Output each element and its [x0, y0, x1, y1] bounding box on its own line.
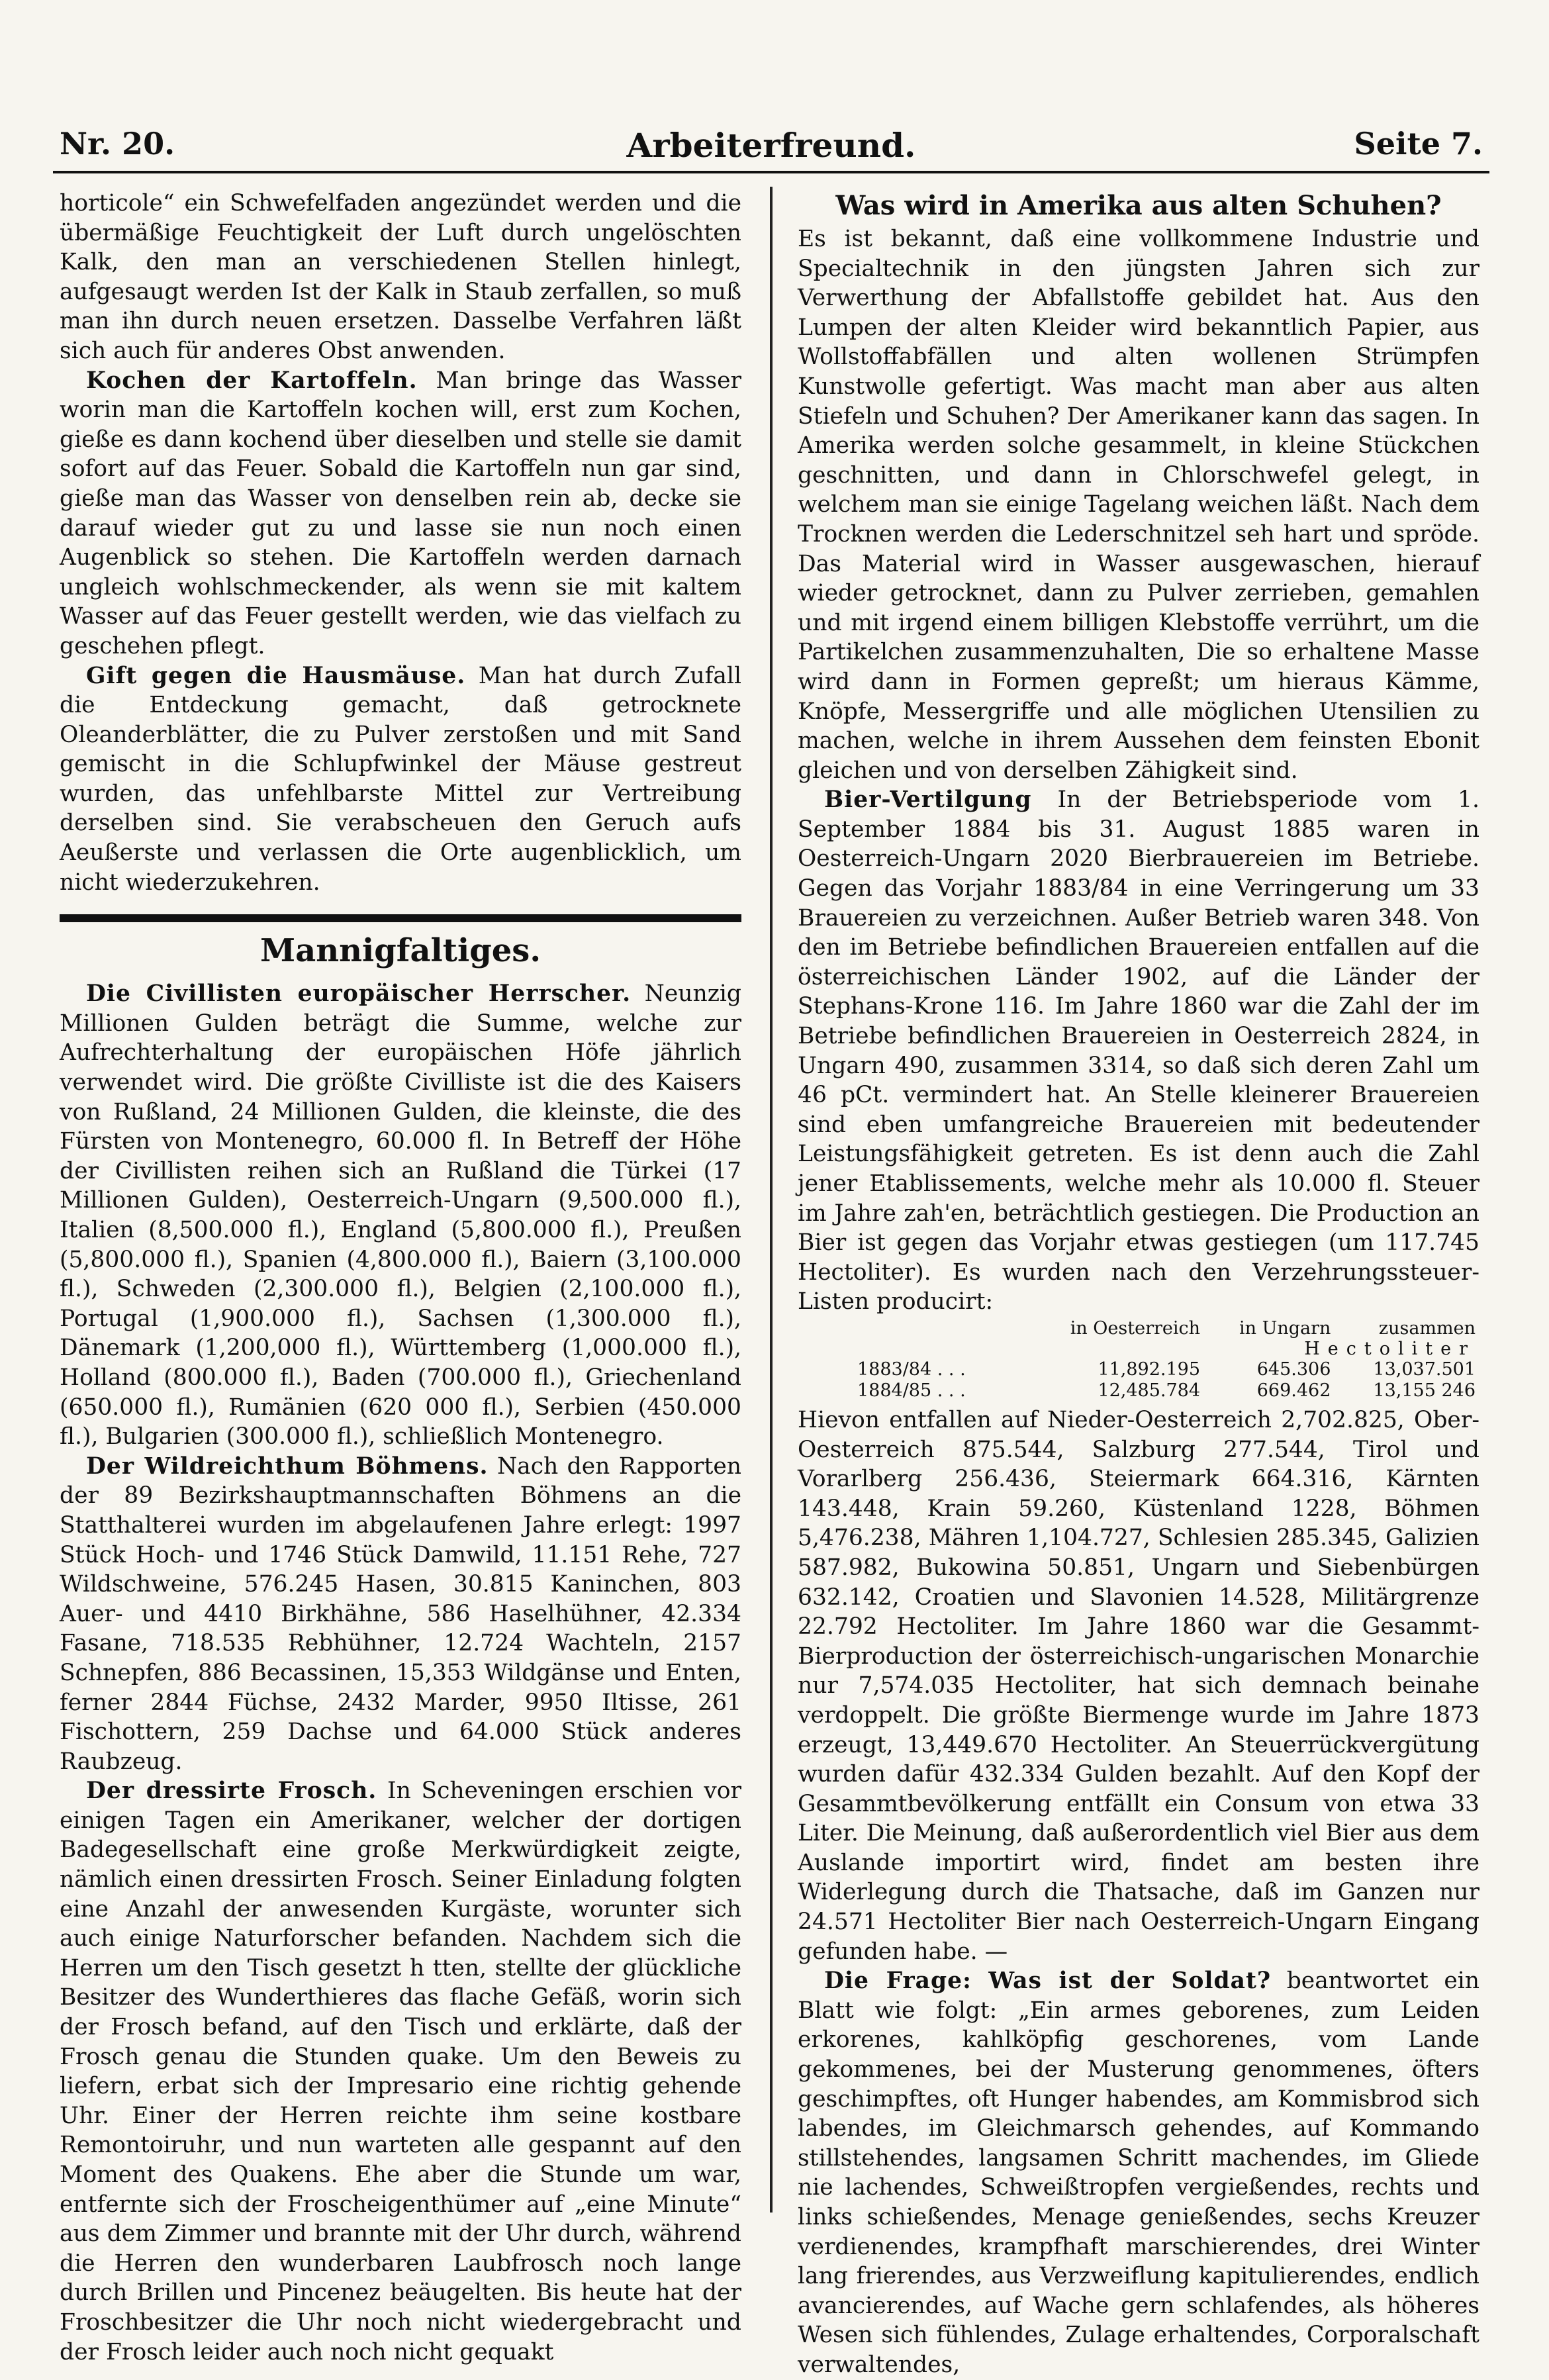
article-text: Nach den Rapporten der 89 Bezirkshauptmannschaften Böhmens an die Statthalterei wurden im abgelaufenen Jahre erlegt: 1997 Stück Hoch- und 1746 Stück Damwild, 11.151 Rehe, 727 Wildschweine, 576.245 Hasen, 30.815 Kaninchen, 803 Auer- und 4410 Birkhähne, 586 Haselhühner, 42.334 Fasane, 718.535 Rebhühner, 12.724 Wachteln, 2157 Schnepfen, 886 Becassinen, 15,353 Wildgänse und Enten, ferner 2844 Füchse, 2432 Marder, 9950 Iltisse, 261 Fischottern, 259 Dachse und 64.000 Stück anderes Raubzeug.: [60, 1452, 741, 1775]
table-row: [798, 1380, 1479, 1402]
article-heading: Kochen der Kartoffeln.: [86, 367, 418, 394]
column-header: in Ungarn: [1239, 1317, 1331, 1339]
column-header: in Oesterreich: [1070, 1317, 1201, 1339]
cell-total: 13,155 246: [1373, 1380, 1476, 1401]
article-text: In der Betriebsperiode vom 1. September 1884 bis 31. August 1885 waren in Oesterreich-Ungarn 2020 Bierbrauereien im Betriebe. Gegen das Vorjahr 1883/84 in eine Verringerung um 33 Brauereien zu verzeichnen. Außer Betrieb waren 348. Von den im Betriebe befindlichen Brauereien entfallen auf die österreichischen Länder 1902, auf die Länder der Stephans-Krone 116. Im Jahre 1860 war die Zahl der im Betriebe befindlichen Brauereien in Oesterreich 2824, in Ungarn 490, zusammen 3314, so daß sich deren Zahl um 46 pCt. vermindert hat. An Stelle kleinerer Brauereien sind eben umfangreiche Brauereien mit bedeutender Leistungsfähigkeit getreten. Es ist denn auch die Zahl jener Etablissements, welche mehr als 10.000 fl. Steuer im Jahre zah'en, beträchtlich gestiegen. Die Production an Bier ist gegen das Vorjahr etwas gestiegen (um 117.745 Hectoliter). Es wurden nach den Verzehrungssteuer-Listen producirt:: [798, 786, 1479, 1315]
issue-number: Nr. 20.: [60, 126, 175, 162]
article-wildreichthum: [60, 1452, 741, 1777]
article-heading: Bier-Vertilgung: [824, 786, 1032, 814]
cell-hungary: 669.462: [1256, 1380, 1331, 1401]
article-text: Man bringe das Wasser worin man die Kartoffeln kochen will, erst zum Kochen, gieße es dann kochend über dieselben und stelle sie damit sofort auf das Feuer. Sobald die Kartoffeln nun gar sind, gieße man das Wasser von denselben rein ab, decke sie darauf wieder gut zu und lasse sie nun noch einen Augenblick so stehen. Die Kartoffeln werden darnach ungleich wohlschmeckender, als wenn sie mit kaltem Wasser auf das Feuer gestellt werden, wie das vielfach zu geschehen pflegt.: [60, 367, 741, 659]
article-heading: Gift gegen die Hausmäuse.: [86, 662, 466, 689]
intro-paragraph: horticole“ ein Schwefelfaden angezündet werden und die übermäßige Feuchtigkeit der Luft durch ungelöschten Kalk, den man an verschiedenen Stellen hinlegt, aufgesaugt werden Ist der Kalk in Staub zerfallen, so muß man ihn durch neuen ersetzen. Dasselbe Verfahren läßt sich auch für anderes Obst anwenden.: [60, 190, 741, 364]
section-rule: [60, 914, 741, 922]
article-schuhe-text: Es ist bekannt, daß eine vollkommene Industrie und Specialtechnik in den jüngsten Jahren sich zur Verwerthung der Abfallstoffe gebildet hat. Aus den Lumpen der alten Kleider wird bekanntlich Papier, aus Wollstoffabfällen und alten wollenen Strümpfen Kunstwolle gefertigt. Was macht man aber aus alten Stiefeln und Schuhen? Der Amerikaner kann das sagen. In Amerika werden solche gesammelt, in kleine Stückchen geschnitten, und dann in Chlorschwefel gelegt, in welchem man sie einige Tagelang weichen läßt. Nach dem Trocknen werden die Lederschnitzel seh hart und spröde. Das Material wird in Wasser ausgewaschen, hierauf wieder getrocknet, dann zu Pulver zerrieben, gemahlen und mit irgend einem billigen Klebstoffe verrührt, um die Partikelchen zusammenzuhalten, Die so erhaltene Masse wird dann in Formen gepreßt; um hieraus Kämme, Knöpfe, Messergriffe und alle möglichen Utensilien zu machen, welche in ihrem Aussehen dem feinsten Ebonit gleichen und von derselben Zähigkeit sind.: [798, 226, 1479, 784]
article-text: beantwortet ein Blatt wie folgt: „Ein armes geborenes, zum Leiden erkorenes, kahlköpfig geschorenes, vom Lande gekommenes, bei der Musterung genommenes, öfters geschimpftes, oft Hunger habendes, am Kommisbrod sich labendes, im Gleichmarsch gehendes, auf Kommando stillstehendes, langsamen Schritt machendes, im Gliede nie lachendes, Schweißtropfen vergießendes, rechts und links schießendes, Menage genießendes, sechs Kreuzer verdienendes, krampfhaft marschierendes, drei Winter lang frierendes, aus Verzweiflung kapitulierendes, endlich avancierendes, auf Wache gern schlafendes, als höheres Wesen sich fühlendes, Zulage erhaltendes, Corporalschaft verwaltendes,: [798, 1968, 1480, 2378]
article-kochen: [60, 366, 741, 661]
section-title: Mannigfaltiges.: [259, 932, 541, 970]
beer-production-table: [798, 1318, 1479, 1402]
newspaper-title: Arbeiterfreund.: [626, 126, 916, 165]
article-bier: [798, 785, 1479, 1317]
article-heading: Der dressirte Frosch.: [86, 1778, 377, 1805]
article-heading: Was wird in Amerika aus alten Schuhen?: [835, 190, 1442, 221]
left-column: [60, 189, 741, 2367]
cell-austria: 11,892.195: [1098, 1358, 1201, 1380]
article-text: Neunzig Millionen Gulden beträgt die Summe, welche zur Aufrechterhaltung der europäischen Höfe jährlich verwendet wird. Die größte Civilliste ist die des Kaisers von Rußland, 24 Millionen Gulden, die kleinste, die des Fürsten von Montenegro, 60.000 fl. In Betreff der Höhe der Civillisten reihen sich an Rußland die Türkei (17 Millionen Gulden), Oesterreich-Ungarn (9,500.000 fl.), Italien (8,500.000 fl.), England (5,800.000 fl.), Preußen (5,800.000 fl.), Spanien (4,800.000 fl.), Baiern (3,100.000 fl.), Schweden (2,300.000 fl.), Belgien (2,100.000 fl.), Portugal (1,900.000 fl.), Sachsen (1,300.000 fl.), Dänemark (1,200,000 fl.), Württemberg (1,000.000 fl.), Holland (800.000 fl.), Baden (700.000 fl.), Griechenland (650.000 fl.), Rumänien (620 000 fl.), Serbien (450.000 fl.), Bulgarien (300.000 fl.), schließlich Montenegro.: [60, 980, 741, 1451]
column-header: zusammen: [1378, 1317, 1476, 1339]
article-soldat: [798, 1966, 1479, 2379]
unit-label: Hectoliter: [1304, 1338, 1476, 1359]
cell-hungary: 645.306: [1256, 1358, 1331, 1380]
page-header: [60, 126, 1483, 172]
article-heading: Der Wildreichthum Böhmens.: [86, 1452, 489, 1480]
article-bier-text2: Hievon entfallen auf Nieder-Oesterreich 2,702.825, Ober-Oesterreich 875.544, Salzburg 277.544, Tirol und Vorarlberg 256.436, Steiermark 664.316, Kärnten 143.448, Krain 59.260, Küstenland 1228, Böhmen 5,476.238, Mähren 1,104.727, Schlesien 285.345, Galizien 587.982, Bukowina 50.851, Ungarn und Siebenbürgen 632.142, Croatien und Slavonien 14.528, Militärgrenze 22.792 Hectoliter. Im Jahre 1860 war die Gesammt-Bierproduction der österreichisch-ungarischen Monarchie nur 7,574.035 Hectoliter, hat sich demnach beinahe verdoppelt. Die größte Biermenge wurde im Jahre 1873 erzeugt, 13,449.670 Hectoliter. An Steuerrückvergütung wurden dafür 432.334 Gulden bezahlt. Auf den Kopf der Gesammtbevölkerung entfällt ein Consum von etwa 33 Liter. Die Meinung, daß außerordentlich viel Bier aus dem Auslande importirt wird, findet am besten ihre Widerlegung durch die Thatsache, daß im Ganzen nur 24.571 Hectoliter Bier nach Oesterreich-Ungarn Eingang gefunden habe. —: [798, 1406, 1479, 1965]
page-number: Seite 7.: [1354, 126, 1483, 162]
article-text: In Scheveningen erschien vor einigen Tagen ein Amerikaner, welcher der dortigen Badegesellschaft eine große Merkwürdigkeit zeigte, nämlich einen dressirten Frosch. Seiner Einladung folgten eine Anzahl der anwesenden Kurgäste, worunter sich auch einige Naturforscher befanden. Nachdem sich die Herren um den Tisch gesetzt h tten, stellte der glückliche Besitzer des Wunderthieres das flache Gefäß, worin sich der Frosch befand, auf den Tisch und erklärte, daß der Frosch genau die Stunden quake. Um den Beweis zu liefern, erbat sich der Impresario eine richtig gehende Uhr. Einer der Herren reichte ihm seine kostbare Remontoiruhr, und nun warteten alle gespannt auf den Moment des Quakens. Ehe aber die Stunde um war, entfernte sich der Froscheigenthümer auf „eine Minute“ aus dem Zimmer und brannte mit der Uhr durch, während die Herren den wunderbaren Laubfrosch noch lange durch Brillen und Pincenez beäugelten. Bis heute hat der Froschbesitzer die Uhr noch nicht wiedergebracht und der Frosch leider auch noch nicht gequakt: [60, 1778, 742, 2365]
cell-total: 13,037.501: [1373, 1358, 1476, 1380]
right-column: [798, 189, 1479, 2380]
cell-austria: 12,485.784: [1098, 1380, 1201, 1401]
article-text: Man hat durch Zufall die Entdeckung gemacht, daß getrocknete Oleanderblätter, die zu Pulver zerstoßen und mit Sand gemischt in die Schlupfwinkel der Mäuse gestreut wurden, das unfehlbarste Mittel zur Vertreibung derselben sind. Sie verabscheuen den Geruch aufs Aeußerste und verlassen die Orte augenblicklich, um nicht wiederzukehren.: [60, 662, 741, 896]
row-year: 1884/85 . . .: [857, 1380, 966, 1401]
article-heading: Die Civillisten europäischer Herrscher.: [86, 980, 632, 1008]
article-civillisten: [60, 979, 741, 1452]
article-heading: Die Frage: Was ist der Soldat?: [824, 1968, 1272, 1995]
article-gift: [60, 661, 741, 898]
table-header-row: [798, 1318, 1479, 1339]
row-year: 1883/84 . . .: [857, 1358, 966, 1380]
article-frosch: [60, 1776, 741, 2367]
table-row: [798, 1359, 1479, 1380]
header-rule: [53, 171, 1489, 173]
column-divider: [770, 187, 773, 2213]
